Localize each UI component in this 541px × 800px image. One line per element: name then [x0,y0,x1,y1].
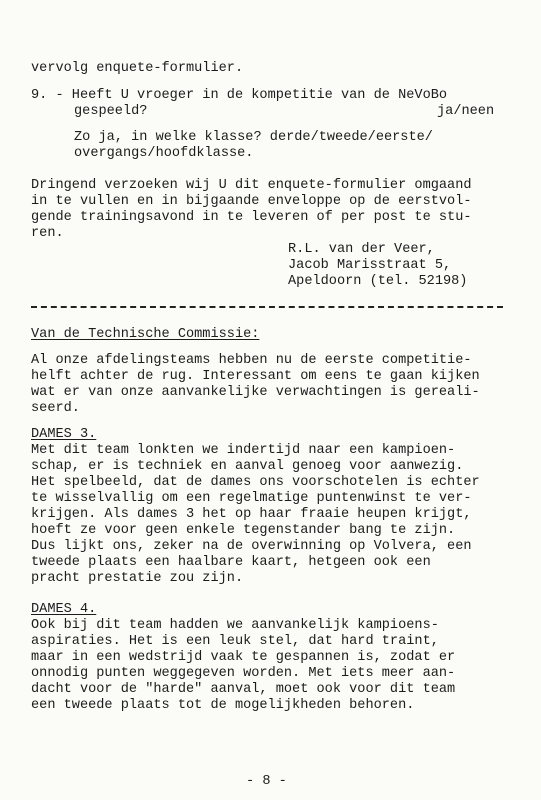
dames-3-line: Het spelbeeld, dat de dames ons voorschotelen is echter [31,475,480,490]
dames-3-line: schap, er is techniek en aanval genoeg voor aanwezig. [31,459,464,474]
address-line: Jacob Marisstraat 5, [288,258,452,273]
dames-3-line: pracht prestatie zou zijn. [31,571,244,586]
dashed-separator [31,306,503,308]
request-line: gende trainingsavond in te leveren of per post te stu- [31,210,472,225]
dames-3-line: Met dit team lonkten we indertijd naar een kampioen- [31,443,456,458]
tc-intro-line: helft achter de rug. Interessant om eens te gaan kijken [31,369,480,384]
dames-3-line: tweede plaats een haalbare kaart, hetgeen ook een [31,555,431,570]
question-9-line-1: 9. - Heeft U vroeger in de kompetitie van de NeVoBo [31,88,448,103]
header-line: vervolg enquete-formulier. [31,61,244,76]
question-9-line-3: Zo ja, in welke klasse? derde/tweede/eerste/ [74,130,433,145]
dames-4-line: Ook bij dit team hadden we aanvankelijk kampioens- [31,618,439,633]
dames-4-line: aspiraties. Het is een leuk stel, dat hard traint, [31,634,439,649]
question-9-line-2: gespeeld? [74,104,148,119]
dames-4-line: een tweede plaats tot de mogelijkheden behoren. [31,698,415,713]
page-number: - 8 - [246,774,287,789]
request-line: in te vullen en in bijgaande enveloppe op de eerstvol- [31,194,472,209]
dames-3-heading: DAMES 3. [31,427,97,442]
tc-intro-line: seerd. [31,401,80,416]
dames-3-line: Dus lijkt ons, zeker na de overwinning op Volvera, een [31,539,472,554]
address-line: R.L. van der Veer, [288,242,435,257]
address-line: Apeldoorn (tel. 52198) [288,274,468,289]
tc-intro-line: Al onze afdelingsteams hebben nu de eerste competitie- [31,353,472,368]
dames-3-line: krijgen. Als dames 3 het op haar fraaie heupen krijgt, [31,507,472,522]
dames-4-line: onnodig punten weggegeven worden. Met iets meer aan- [31,666,456,681]
request-line: Dringend verzoeken wij U dit enquete-formulier omgaand [31,178,472,193]
question-9-answer-options: ja/neen [437,104,495,119]
tc-heading: Van de Technische Commissie: [31,327,260,342]
tc-intro-line: wat er van onze aanvankelijke verwachtingen is gereali- [31,385,480,400]
dames-3-line: te wisselvallig om een regelmatige puntenwinst te ver- [31,491,472,506]
question-9-line-4: overgangs/hoofdklasse. [74,146,254,161]
dames-4-line: maar in een wedstrijd vaak te gespannen is, zodat er [31,650,456,665]
dames-4-line: dacht voor de "harde" aanval, moet ook voor dit team [31,682,456,697]
dames-3-line: hoeft ze voor geen enkele tegenstander bang te zijn. [31,523,456,538]
request-line: ren. [31,226,64,241]
dames-4-heading: DAMES 4. [31,602,97,617]
